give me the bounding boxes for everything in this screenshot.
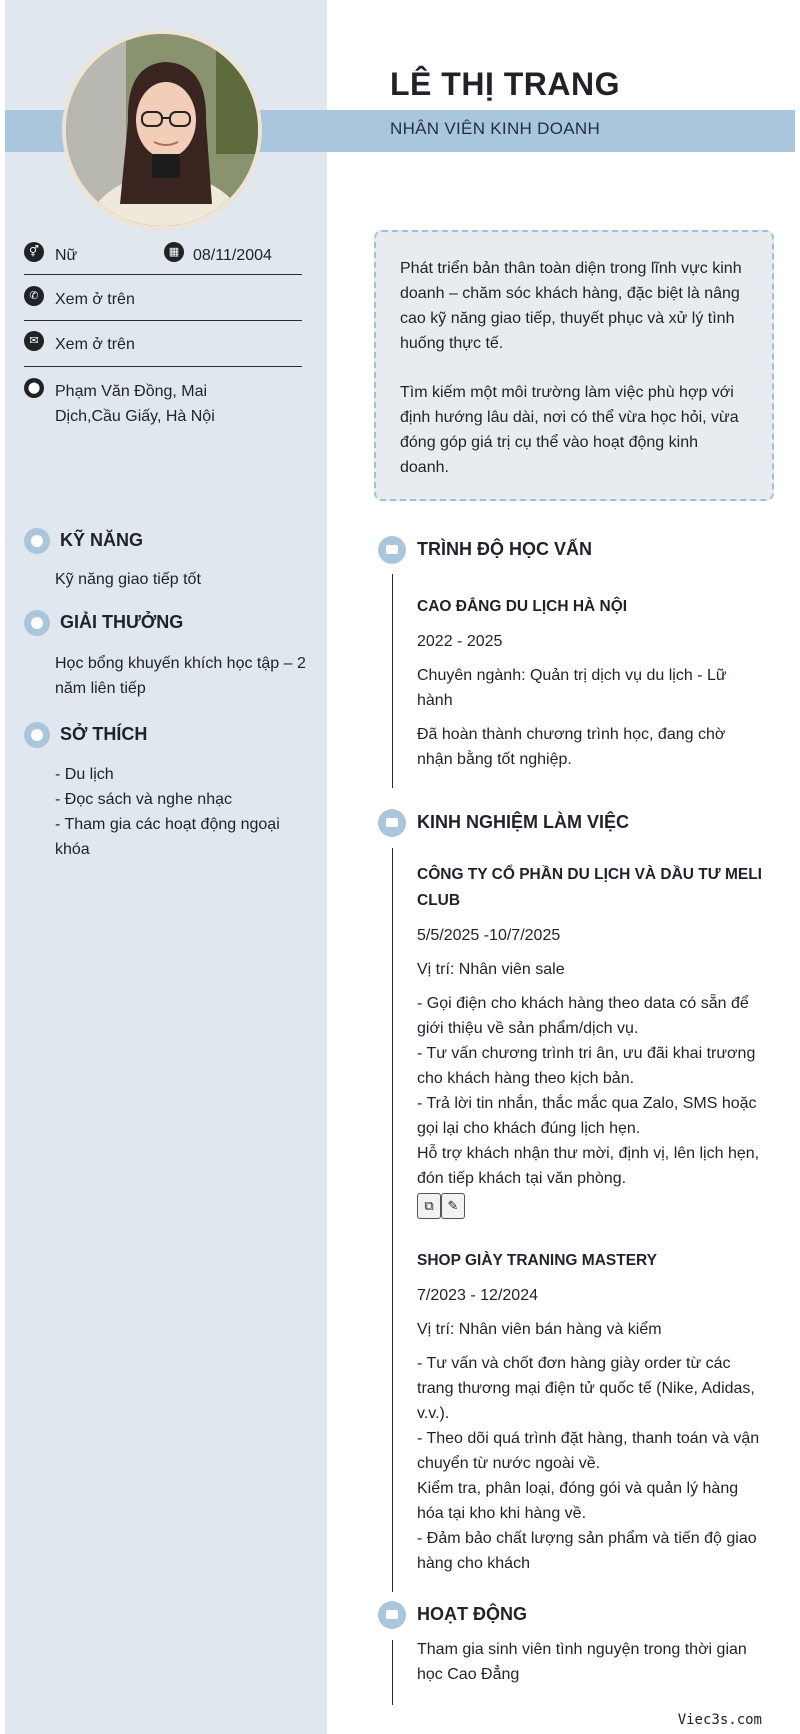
copy-icon[interactable]: ⧉ xyxy=(417,1193,441,1219)
pencil-icon[interactable]: ✎ xyxy=(441,1193,465,1219)
address-row xyxy=(24,378,302,430)
edit-toolbar xyxy=(417,1193,762,1219)
hobbies-list xyxy=(55,762,310,862)
dob-value: 08/11/2004 xyxy=(193,247,272,264)
education-item xyxy=(417,594,762,772)
watermark: Viec3s.com xyxy=(677,1712,762,1728)
address-value: Phạm Văn Đồng, Mai Dịch,Cầu Giấy, Hà Nội xyxy=(55,383,215,425)
email-value: Xem ở trên xyxy=(55,336,135,353)
skills-text: Kỹ năng giao tiếp tốt xyxy=(55,571,201,588)
envelope-icon: ✉ xyxy=(24,331,44,351)
job-dates: 7/2023 - 12/2024 xyxy=(417,1287,538,1304)
gender-icon: ⚥ xyxy=(24,242,44,262)
avatar-portrait xyxy=(66,34,262,230)
education-major: Chuyên ngành: Quản trị dịch vụ du lịch - Lữ hành xyxy=(417,667,727,709)
activity-text: Tham gia sinh viên tình nguyện trong thời gian học Cao Đẳng xyxy=(417,1641,747,1683)
email-row xyxy=(24,331,302,357)
activity-item xyxy=(417,1637,762,1687)
dob-row xyxy=(164,242,314,268)
objective-paragraph: Phát triển bản thân toàn diện trong lĩnh vực kinh doanh – chăm sóc khách hàng, đặc biệt là nâng cao kỹ năng giao tiếp, thuyết phục và xử lý tình huống thực tế. xyxy=(400,260,742,352)
gender-value: Nữ xyxy=(55,247,78,264)
candidate-name: LÊ THỊ TRANG xyxy=(390,66,620,102)
trophy-icon xyxy=(24,610,50,636)
divider xyxy=(24,274,302,275)
company-name: CÔNG TY CỔ PHẦN DU LỊCH VÀ DẦU TƯ MELI CLUB xyxy=(417,866,762,909)
target-icon xyxy=(24,528,50,554)
briefcase-icon xyxy=(378,809,406,837)
location-pin-icon: ⬤ xyxy=(24,378,44,398)
phone-row xyxy=(24,286,302,312)
divider xyxy=(24,366,302,367)
list-item: - Đọc sách và nghe nhạc xyxy=(55,791,232,808)
timeline-line xyxy=(392,574,393,788)
phone-icon: ✆ xyxy=(24,286,44,306)
job-position: Vị trí: Nhân viên bán hàng và kiểm xyxy=(417,1321,662,1338)
career-objective-box xyxy=(374,230,774,501)
candidate-role: NHÂN VIÊN KINH DOANH xyxy=(390,119,601,138)
list-item: - Tham gia các hoạt động ngoại khóa xyxy=(55,816,280,858)
objective-paragraph: Tìm kiếm một môi trường làm việc phù hợp với định hướng lâu dài, nơi có thể vừa học hỏi, vừa đóng góp giá trị cụ thể vào hoạt động kinh doanh. xyxy=(400,384,739,476)
job-description: - Gọi điện cho khách hàng theo data có sẵn để giới thiệu về sản phẩm/dịch vụ. - Tư vấn chương trình tri ân, ưu đãi khai trương cho khách hàng theo kịch bản. - Trả lời tin nhắn, thắc mắc qua Zalo, SMS hoặc gọi lại cho khách đúng lịch hẹn. Hỗ trợ khách nhận thư mời, định vị, lên lịch hẹn, đón tiếp khách tại văn phòng. xyxy=(417,995,760,1187)
job-position: Vị trí: Nhân viên sale xyxy=(417,961,565,978)
awards-text: Học bổng khuyến khích học tập – 2 năm liên tiếp xyxy=(55,655,306,697)
graduation-cap-icon xyxy=(378,536,406,564)
job-dates: 5/5/2025 -10/7/2025 xyxy=(417,927,561,944)
phone-value: Xem ở trên xyxy=(55,291,135,308)
divider xyxy=(24,320,302,321)
flag-icon xyxy=(378,1601,406,1629)
calendar-icon: ▦ xyxy=(164,242,184,262)
timeline-line xyxy=(392,848,393,1592)
education-note: Đã hoàn thành chương trình học, đang chờ nhận bằng tốt nghiệp. xyxy=(417,726,726,768)
profile-photo xyxy=(62,30,262,230)
job-item xyxy=(417,1248,762,1576)
school-name: CAO ĐẲNG DU LỊCH HÀ NỘI xyxy=(417,598,628,615)
company-name: SHOP GIÀY TRANING MASTERY xyxy=(417,1252,657,1269)
timeline-line xyxy=(392,1640,393,1705)
job-description: - Tư vấn và chốt đơn hàng giày order từ các trang thương mại điện tử quốc tế (Nike, Adidas, v.v.). - Theo dõi quá trình đặt hàng, thanh toán và vận chuyển từ nước ngoài về. Kiểm tra, phân loại, đóng gói và quản lý hàng hóa tại kho khi hàng về. - Đảm bảo chất lượng sản phẩm và tiến độ giao hàng cho khách xyxy=(417,1355,760,1572)
job-item xyxy=(417,862,762,1219)
list-item: - Du lịch xyxy=(55,766,114,783)
heart-icon xyxy=(24,722,50,748)
education-years: 2022 - 2025 xyxy=(417,633,503,650)
